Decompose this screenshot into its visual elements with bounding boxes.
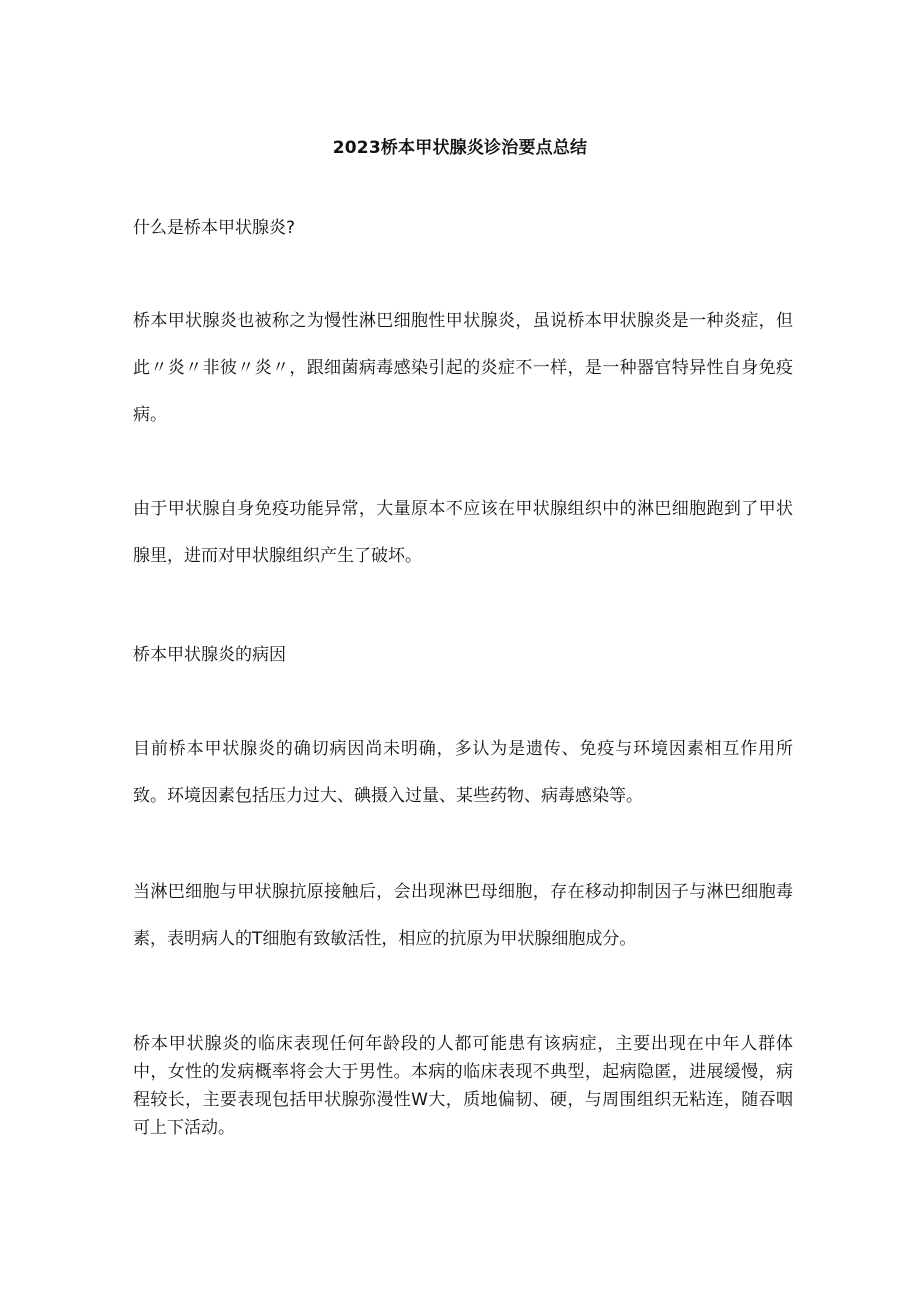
document-title: 2023桥本甲状腺炎诊治要点总结 <box>332 138 588 159</box>
paragraph-clinical: 桥本甲状腺炎的临床表现任何年龄段的人都可能患有该病症，主要出现在中年人群体中，女性的发病概率将会大于男性。本病的临床表现不典型，起病隐匿，进展缓慢，病程较长，主要表现包括甲状腺弥漫性W大，质地偏韧、硬，与周围组织无粘连，随吞咽可上下活动。 <box>133 1034 793 1138</box>
section-heading-what-is: 什么是桥本甲状腺炎? <box>133 218 296 238</box>
section-heading-causes: 桥本甲状腺炎的病因 <box>133 645 286 665</box>
paragraph-mechanism: 由于甲状腺自身免疫功能异常，大量原本不应该在甲状腺组织中的淋巴细胞跑到了甲状腺里，进而对甲状腺组织产生了破坏。 <box>133 499 793 566</box>
paragraph-lymphocytes: 当淋巴细胞与甲状腺抗原接触后，会出现淋巴母细胞，存在移动抑制因子与淋巴细胞毒素，表明病人的T细胞有致敏活性，相应的抗原为甲状腺细胞成分。 <box>133 882 793 949</box>
paragraph-causes: 目前桥本甲状腺炎的确切病因尚未明确，多认为是遗传、免疫与环境因素相互作用所致。环境因素包括压力过大、碘摄入过量、某些药物、病毒感染等。 <box>133 739 793 806</box>
paragraph-definition: 桥本甲状腺炎也被称之为慢性淋巴细胞性甲状腺炎，虽说桥本甲状腺炎是一种炎症，但此〃炎〃非彼〃炎〃，跟细菌病毒感染引起的炎症不一样，是一种器官特异性自身免疫病。 <box>133 311 793 425</box>
